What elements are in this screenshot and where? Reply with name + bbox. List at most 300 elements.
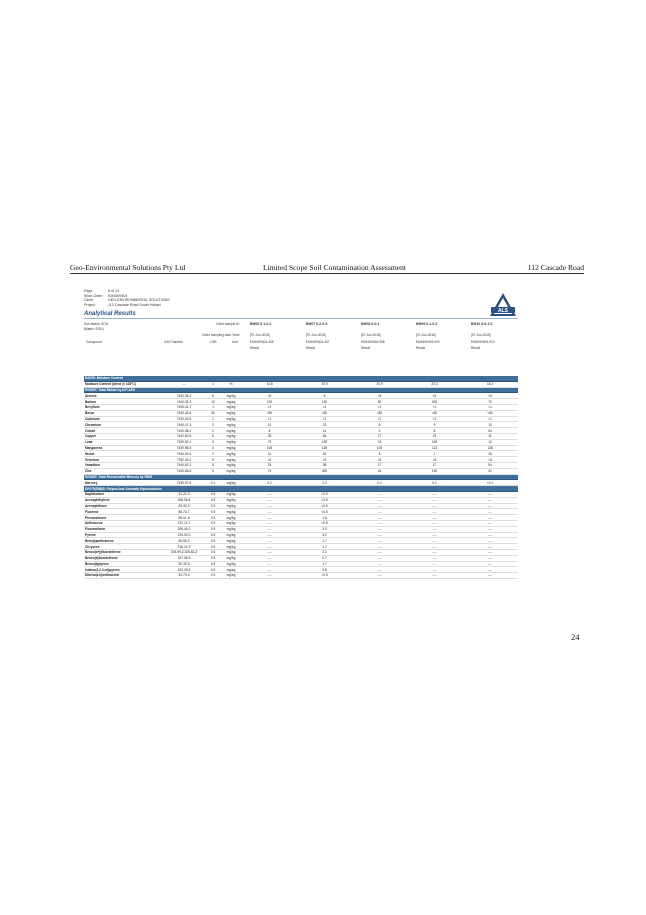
result-value: ----: [242, 497, 297, 503]
cas-number: 7439-92-1: [162, 439, 206, 445]
result-value: 120: [242, 399, 297, 405]
unit-value: mg/kg: [220, 544, 242, 550]
result-value: 11: [462, 433, 518, 439]
cas-number: 129-00-0: [162, 532, 206, 538]
cas-number: 53-70-3: [162, 573, 206, 579]
result-value: ----: [462, 515, 518, 521]
cas-number: 7440-62-2: [162, 462, 206, 468]
result-value: <1: [297, 416, 352, 422]
sample-result-label: Result: [361, 346, 371, 350]
unit-value: mg/kg: [220, 393, 242, 399]
lor-value: 10: [206, 399, 220, 405]
lor-value: 0.5: [206, 549, 220, 555]
cas-number: 7439-97-6: [162, 480, 206, 486]
result-value: <5: [352, 393, 407, 399]
sample-lab-id: EM1609404-010: [471, 340, 495, 344]
result-value: ----: [407, 561, 462, 567]
result-value: 8: [242, 428, 297, 434]
unit-value: mg/kg: [220, 491, 242, 497]
section-label: EP075(SIM)B: Polynuclear Aromatic Hydrocarbons: [84, 486, 518, 492]
result-value: 38: [297, 462, 352, 468]
meta-key: Work Order: [84, 293, 103, 298]
result-value: 23.4: [407, 381, 462, 387]
result-value: 79: [242, 439, 297, 445]
cas-number: 56-55-3: [162, 538, 206, 544]
result-value: ----: [407, 567, 462, 573]
result-value: 42: [462, 468, 518, 474]
compound-name: Moisture Content (dried @ 103°C): [84, 381, 162, 387]
lor-value: 1: [206, 416, 220, 422]
sample-date: [07-Jun-2016]: [250, 333, 270, 337]
sample-date: [07-Jun-2016]: [416, 333, 436, 337]
result-value: ----: [242, 509, 297, 515]
result-value: 0.2: [242, 480, 297, 486]
lor-value: 0.5: [206, 509, 220, 515]
result-value: 19.9: [297, 381, 352, 387]
result-value: ----: [242, 544, 297, 550]
lor-value: 0.5: [206, 544, 220, 550]
result-value: <0.1: [462, 480, 518, 486]
result-value: 156: [407, 439, 462, 445]
result-value: 1.7: [297, 538, 352, 544]
result-value: 23: [297, 422, 352, 428]
result-value: ----: [242, 503, 297, 509]
unit-value: mg/kg: [220, 515, 242, 521]
sampling-label: Client sampling date / time: [202, 333, 240, 337]
result-value: ----: [462, 509, 518, 515]
result-value: ----: [462, 532, 518, 538]
lor-value: 2: [206, 428, 220, 434]
result-value: 54: [462, 462, 518, 468]
result-value: 1.8: [297, 515, 352, 521]
compound-name: Acenaphthene: [84, 503, 162, 509]
result-value: 17: [407, 462, 462, 468]
result-value: 24: [352, 439, 407, 445]
lor-value: 0.5: [206, 503, 220, 509]
cas-number: 50-32-8: [162, 561, 206, 567]
result-value: ----: [352, 567, 407, 573]
result-value: 8: [297, 393, 352, 399]
sample-id: BH08 0-0.1: [361, 322, 380, 326]
result-value: <50: [242, 410, 297, 416]
compound-name: Pyrene: [84, 532, 162, 538]
result-value: ----: [242, 491, 297, 497]
header-company: Geo-Environmental Solutions Pty Ltd: [70, 263, 186, 272]
result-value: <5: [407, 393, 462, 399]
result-value: <5: [407, 457, 462, 463]
cas-number: 7439-96-5: [162, 445, 206, 451]
meta-value: EM1609404: [108, 293, 128, 298]
unit-value: mg/kg: [220, 509, 242, 515]
unit-value: mg/kg: [220, 538, 242, 544]
result-value: 7: [407, 451, 462, 457]
lor-value: 1: [206, 404, 220, 410]
compound-name: Benz(a)anthracene: [84, 538, 162, 544]
lor-value: 0.5: [206, 526, 220, 532]
result-value: 10: [242, 451, 297, 457]
result-value: <0.5: [297, 520, 352, 526]
result-value: ----: [352, 520, 407, 526]
lor-value: 1: [206, 381, 220, 387]
result-value: ----: [407, 520, 462, 526]
result-value: 23: [407, 433, 462, 439]
result-value: 50: [352, 399, 407, 405]
certificate-of-analysis-scan: [84, 289, 518, 609]
cas-number: 86-73-7: [162, 509, 206, 515]
als-logo-icon: [488, 292, 518, 318]
result-value: ----: [352, 532, 407, 538]
sample-date: [07-Jun-2016]: [471, 333, 491, 337]
result-value: ----: [462, 573, 518, 579]
compound-name: Cobalt: [84, 428, 162, 434]
sample-result-label: Result: [250, 346, 260, 350]
result-value: <1: [352, 416, 407, 422]
lor-value: 0.5: [206, 567, 220, 573]
result-value: <50: [352, 410, 407, 416]
result-value: ----: [462, 549, 518, 555]
sample-lab-id: EM1609404-006: [250, 340, 274, 344]
cas-number: 7440-02-0: [162, 451, 206, 457]
cas-number: 205-99-2 205-82-3: [162, 549, 206, 555]
compound-name: Copper: [84, 433, 162, 439]
result-value: ----: [352, 549, 407, 555]
sample-id: BH09 0.1-0.2: [416, 322, 438, 326]
result-value: ----: [242, 520, 297, 526]
lor-value: 5: [206, 433, 220, 439]
result-value: 70: [462, 399, 518, 405]
compound-name: Chrysene: [84, 544, 162, 550]
result-value: 0.7: [297, 555, 352, 561]
result-value: 74: [242, 468, 297, 474]
sample-date: [07-Jun-2016]: [361, 333, 381, 337]
result-value: 1.7: [297, 544, 352, 550]
unit-value: mg/kg: [220, 439, 242, 445]
result-value: 130: [297, 399, 352, 405]
result-value: ----: [352, 544, 407, 550]
compound-name: Dibenz(a.h)anthracene: [84, 573, 162, 579]
header-site: 112 Cascade Road: [527, 263, 584, 272]
result-value: 9: [352, 428, 407, 434]
cas-number: 91-20-3: [162, 491, 206, 497]
result-value: <1: [242, 404, 297, 410]
cas-number: 83-32-9: [162, 503, 206, 509]
result-value: ----: [242, 549, 297, 555]
result-row: [84, 573, 518, 579]
header-rule: [70, 273, 584, 274]
section-label: EA055: Moisture Content: [84, 376, 518, 381]
compound-name: Manganese: [84, 445, 162, 451]
lor-value: 0.5: [206, 497, 220, 503]
compound-name: Acenaphthylene: [84, 497, 162, 503]
result-value: <50: [297, 410, 352, 416]
unit-value: mg/kg: [220, 462, 242, 468]
result-value: 24.9: [352, 381, 407, 387]
result-value: <0.5: [297, 491, 352, 497]
compound-name: Indeno(1.2.3.cd)pyrene: [84, 567, 162, 573]
unit-value: mg/kg: [220, 457, 242, 463]
section-title: Analytical Results: [84, 311, 136, 317]
cas-number: 85-01-8: [162, 515, 206, 521]
result-value: <1: [462, 404, 518, 410]
compound-name: Beryllium: [84, 404, 162, 410]
result-value: 3.0: [297, 526, 352, 532]
lor-value: 0.5: [206, 555, 220, 561]
unit-value: mg/kg: [220, 410, 242, 416]
result-value: 48: [297, 433, 352, 439]
cas-number: 7440-66-6: [162, 468, 206, 474]
compound-name: Fluorene: [84, 509, 162, 515]
unit-value: mg/kg: [220, 503, 242, 509]
result-value: 113: [407, 445, 462, 451]
meta-value: 6 of 13: [108, 289, 119, 293]
compound-name: Benzo(k)fluoranthene: [84, 555, 162, 561]
result-value: 6: [352, 422, 407, 428]
unit-value: mg/kg: [220, 399, 242, 405]
result-value: ----: [407, 544, 462, 550]
result-value: 18.1: [462, 381, 518, 387]
result-value: ----: [462, 503, 518, 509]
result-value: ----: [407, 526, 462, 532]
sample-result-label: Result: [306, 346, 316, 350]
lor-value: 0.5: [206, 573, 220, 579]
compound-name: Arsenic: [84, 393, 162, 399]
result-value: 2.2: [297, 549, 352, 555]
result-value: 108: [242, 445, 297, 451]
result-value: <5: [242, 393, 297, 399]
result-value: 64: [462, 428, 518, 434]
compound-name: Benzo(b+j)fluoranthene: [84, 549, 162, 555]
client-sample-id-label: Client sample ID: [216, 322, 240, 326]
result-value: ----: [242, 526, 297, 532]
lor-value: 5: [206, 439, 220, 445]
result-value: 136: [297, 445, 352, 451]
result-value: <5: [352, 457, 407, 463]
lor-value: 5: [206, 393, 220, 399]
result-value: ----: [407, 497, 462, 503]
result-value: ----: [352, 497, 407, 503]
result-value: ----: [407, 503, 462, 509]
result-value: <0.5: [297, 497, 352, 503]
result-value: ----: [407, 515, 462, 521]
result-value: 16: [297, 451, 352, 457]
result-value: <1: [407, 416, 462, 422]
result-value: 18: [462, 451, 518, 457]
lor-value: 0.5: [206, 520, 220, 526]
sample-id: BH06 0.1-0.2: [250, 322, 272, 326]
result-value: 150: [407, 468, 462, 474]
result-value: <50: [462, 410, 518, 416]
header-report-title: Limited Scope Soil Contamination Assessment: [263, 263, 407, 272]
result-value: 138: [462, 445, 518, 451]
unit-value: mg/kg: [220, 561, 242, 567]
meta-key: Client: [84, 298, 94, 303]
sample-id: BH10 0.9-1.0: [471, 322, 493, 326]
cas-number: 7440-47-3: [162, 422, 206, 428]
unit-label: Unit: [232, 340, 238, 344]
unit-value: %: [220, 381, 242, 387]
section-label: EG005T: Total Metals by ICP-AES: [84, 387, 518, 393]
cas-number: 208-96-8: [162, 497, 206, 503]
lor-value: 50: [206, 410, 220, 416]
sample-date: [07-Jun-2016]: [306, 333, 326, 337]
cas-number: 7440-39-3: [162, 399, 206, 405]
compound-name: Mercury: [84, 480, 162, 486]
result-value: 8: [352, 451, 407, 457]
result-value: ----: [407, 538, 462, 544]
lor-value: 0.5: [206, 538, 220, 544]
result-value: 3.2: [297, 532, 352, 538]
compound-name: Selenium: [84, 457, 162, 463]
compound-name: Fluoranthene: [84, 526, 162, 532]
result-value: ----: [462, 491, 518, 497]
sample-lab-id: EM1609404-007: [306, 340, 330, 344]
compound-name: Phenanthrene: [84, 515, 162, 521]
cas-number: 7440-48-4: [162, 428, 206, 434]
result-value: ----: [242, 567, 297, 573]
result-value: ----: [352, 515, 407, 521]
unit-value: mg/kg: [220, 573, 242, 579]
unit-value: mg/kg: [220, 416, 242, 422]
result-value: ----: [407, 555, 462, 561]
lor-value: 0.5: [206, 561, 220, 567]
sample-lab-id: EM1609404-009: [416, 340, 440, 344]
unit-value: mg/kg: [220, 480, 242, 486]
result-value: ----: [462, 520, 518, 526]
lor-label: LOR: [210, 340, 217, 344]
results-table: [84, 376, 518, 579]
unit-value: mg/kg: [220, 468, 242, 474]
result-value: ----: [242, 532, 297, 538]
meta-key: Page: [84, 289, 93, 293]
result-value: 400: [297, 468, 352, 474]
result-value: <1: [407, 404, 462, 410]
compound-label: Compound: [86, 340, 102, 344]
cas-number: 7440-42-8: [162, 410, 206, 416]
result-value: ----: [352, 509, 407, 515]
unit-value: mg/kg: [220, 555, 242, 561]
lor-value: 5: [206, 445, 220, 451]
section-label: EG035T: Total Recoverable Mercury by FIMS: [84, 474, 518, 480]
result-value: ----: [352, 526, 407, 532]
compound-name: Barium: [84, 399, 162, 405]
lor-value: 2: [206, 422, 220, 428]
result-value: <5: [242, 457, 297, 463]
compound-name: Benzo(a)pyrene: [84, 561, 162, 567]
matrix-label: (Matrix: SOIL): [84, 327, 104, 331]
unit-value: mg/kg: [220, 526, 242, 532]
result-value: 11: [242, 422, 297, 428]
cas-number: 7440-38-2: [162, 393, 206, 399]
result-value: <0.5: [297, 503, 352, 509]
unit-value: mg/kg: [220, 497, 242, 503]
result-value: <0.5: [297, 573, 352, 579]
meta-value: GEO-ENVIRONMENTAL SOLUTIONS: [108, 298, 170, 303]
sample-result-label: Result: [416, 346, 426, 350]
result-value: 1.7: [297, 561, 352, 567]
result-value: ----: [407, 549, 462, 555]
result-value: <1: [242, 416, 297, 422]
compound-name: Chromium: [84, 422, 162, 428]
meta-key: Project: [84, 302, 96, 307]
cas-number: 7440-41-7: [162, 404, 206, 410]
cas-number: 218-01-9: [162, 544, 206, 550]
result-value: <50: [407, 410, 462, 416]
meta-value: 112 Cascade Road South Hobart: [108, 302, 161, 307]
compound-name: Naphthalene: [84, 491, 162, 497]
result-value: ----: [462, 538, 518, 544]
column-headers: [84, 320, 518, 376]
lor-value: 5: [206, 457, 220, 463]
cas-label: CAS Number: [164, 340, 183, 344]
result-value: ----: [242, 555, 297, 561]
compound-name: Vanadium: [84, 462, 162, 468]
lor-value: 0.1: [206, 480, 220, 486]
cas-number: 207-08-9: [162, 555, 206, 561]
unit-value: mg/kg: [220, 451, 242, 457]
lor-value: 0.5: [206, 532, 220, 538]
result-value: <1: [462, 416, 518, 422]
compound-name: Lead: [84, 439, 162, 445]
result-value: 0.8: [297, 567, 352, 573]
result-value: 17: [352, 462, 407, 468]
result-value: 200: [407, 399, 462, 405]
result-value: ----: [352, 555, 407, 561]
lor-value: 0.5: [206, 515, 220, 521]
result-value: <1: [297, 404, 352, 410]
compound-name: Anthracene: [84, 520, 162, 526]
cas-number: 120-12-7: [162, 520, 206, 526]
sub-matrix-label: Sub-Matrix: SOIL: [84, 322, 109, 326]
result-value: ----: [352, 561, 407, 567]
result-value: <1: [352, 404, 407, 410]
sample-lab-id: EM1609404-008: [361, 340, 385, 344]
result-value: ----: [352, 573, 407, 579]
result-value: <5: [462, 393, 518, 399]
lor-value: 5: [206, 462, 220, 468]
logo-text: ALS: [498, 308, 508, 314]
result-value: ----: [352, 503, 407, 509]
result-value: <5: [297, 457, 352, 463]
lor-value: 5: [206, 468, 220, 474]
unit-value: mg/kg: [220, 428, 242, 434]
result-value: 139: [297, 439, 352, 445]
result-value: 14.8: [242, 381, 297, 387]
unit-value: mg/kg: [220, 532, 242, 538]
compound-name: Boron: [84, 410, 162, 416]
cas-number: 7440-50-8: [162, 433, 206, 439]
cas-number: 7440-43-9: [162, 416, 206, 422]
unit-value: mg/kg: [220, 549, 242, 555]
lor-value: 2: [206, 451, 220, 457]
result-value: 17: [352, 433, 407, 439]
cas-number: 193-39-5: [162, 567, 206, 573]
result-value: ----: [462, 526, 518, 532]
cas-number: 7782-49-2: [162, 457, 206, 463]
result-value: <5: [462, 457, 518, 463]
sample-result-label: Result: [471, 346, 481, 350]
result-value: ----: [462, 567, 518, 573]
result-value: 105: [352, 445, 407, 451]
page-number: 24: [571, 632, 580, 642]
result-value: ----: [407, 509, 462, 515]
result-value: ----: [352, 491, 407, 497]
sample-id: BH07 0.2-0.3: [306, 322, 328, 326]
result-value: ----: [242, 515, 297, 521]
unit-value: mg/kg: [220, 422, 242, 428]
result-value: ----: [462, 555, 518, 561]
result-value: 12: [462, 439, 518, 445]
unit-value: mg/kg: [220, 404, 242, 410]
